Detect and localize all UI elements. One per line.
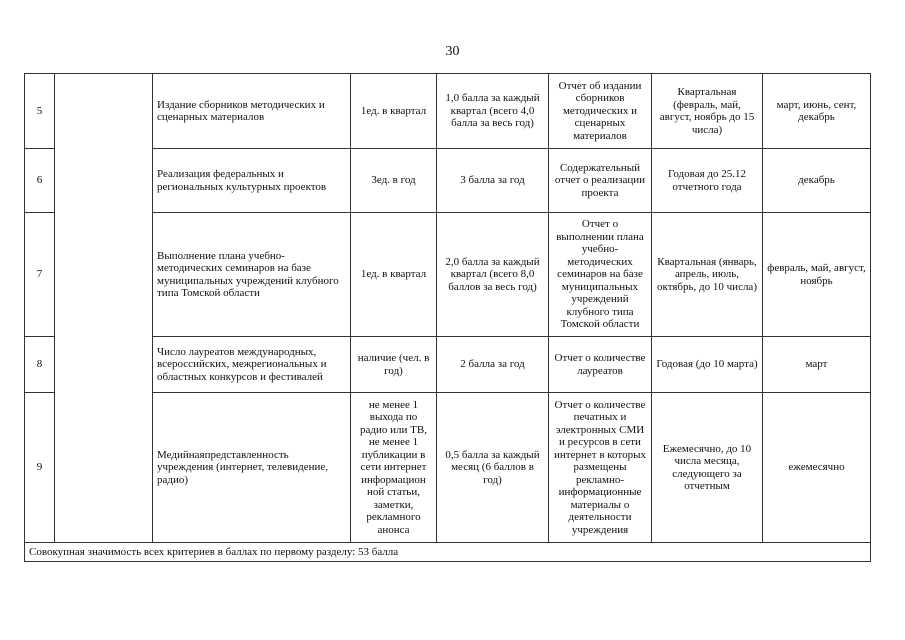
total-significance-note: Совокупная значимость всех критериев в баллах по первому разделу: 53 балла [25, 543, 871, 562]
row-number: 9 [25, 393, 55, 543]
criterion-month: декабрь [763, 149, 871, 213]
criterion-unit: 1ед. в квартал [351, 74, 437, 149]
row-number: 5 [25, 74, 55, 149]
criterion-score: 2,0 балла за каждый квартал (всего 8,0 баллов за весь год) [437, 213, 549, 337]
criterion-unit: 1ед. в квартал [351, 213, 437, 337]
criterion-name: Число лауреатов международных, всероссийских, межрегиональных и областных конкурсов и фестивалей [153, 337, 351, 393]
criterion-month: ежемесячно [763, 393, 871, 543]
criteria-table [24, 73, 871, 562]
criterion-period: Годовая до 25.12 отчетного года [652, 149, 763, 213]
criterion-report: Содержательный отчет о реализации проекта [549, 149, 652, 213]
table-footer-row [25, 543, 871, 562]
criterion-report: Отчет о количестве лауреатов [549, 337, 652, 393]
row-number: 6 [25, 149, 55, 213]
criterion-name: Реализация федеральных и региональных культурных проектов [153, 149, 351, 213]
criterion-period: Ежемесячно, до 10 числа месяца, следующего за отчетным [652, 393, 763, 543]
criterion-report: Отчет об издании сборников методических и сценарных материалов [549, 74, 652, 149]
criterion-score: 1,0 балла за каждый квартал (всего 4,0 балла за весь год) [437, 74, 549, 149]
criterion-name: Издание сборников методических и сценарных материалов [153, 74, 351, 149]
merged-blank-cell [55, 74, 153, 543]
criterion-name: Выполнение плана учебно-методических семинаров на базе муниципальных учреждений клубного типа Томской области [153, 213, 351, 337]
row-number: 8 [25, 337, 55, 393]
row-number: 7 [25, 213, 55, 337]
criterion-month: февраль, май, август, ноябрь [763, 213, 871, 337]
criterion-unit: не менее 1 выхода по радио или ТВ, не менее 1 публикации в сети интернет информацион ной статьи, заметки, рекламного анонса [351, 393, 437, 543]
page-number: 30 [445, 44, 460, 59]
criterion-score: 0,5 балла за каждый месяц (6 баллов в год) [437, 393, 549, 543]
criterion-period: Квартальная (февраль, май, август, ноябрь до 15 числа) [652, 74, 763, 149]
criterion-report: Отчет о выполнении плана учебно-методических семинаров на базе муниципальных учреждений клубного типа Томской области [549, 213, 652, 337]
criterion-score: 3 балла за год [437, 149, 549, 213]
criterion-month: март, июнь, сент, декабрь [763, 74, 871, 149]
criterion-period: Годовая (до 10 марта) [652, 337, 763, 393]
criterion-month: март [763, 337, 871, 393]
criterion-name: Медийнаяпредставленность учреждения (интернет, телевидение, радио) [153, 393, 351, 543]
criterion-unit: наличие (чел. в год) [351, 337, 437, 393]
criterion-unit: 3ед. в год [351, 149, 437, 213]
criterion-score: 2 балла за год [437, 337, 549, 393]
criterion-report: Отчет о количестве печатных и электронных СМИ и ресурсов в сети интернет в которых размещены рекламно-информационные материалы о деятельности учреждения [549, 393, 652, 543]
criterion-period: Квартальная (январь, апрель, июль, октябрь, до 10 числа) [652, 213, 763, 337]
table-row [25, 74, 871, 149]
